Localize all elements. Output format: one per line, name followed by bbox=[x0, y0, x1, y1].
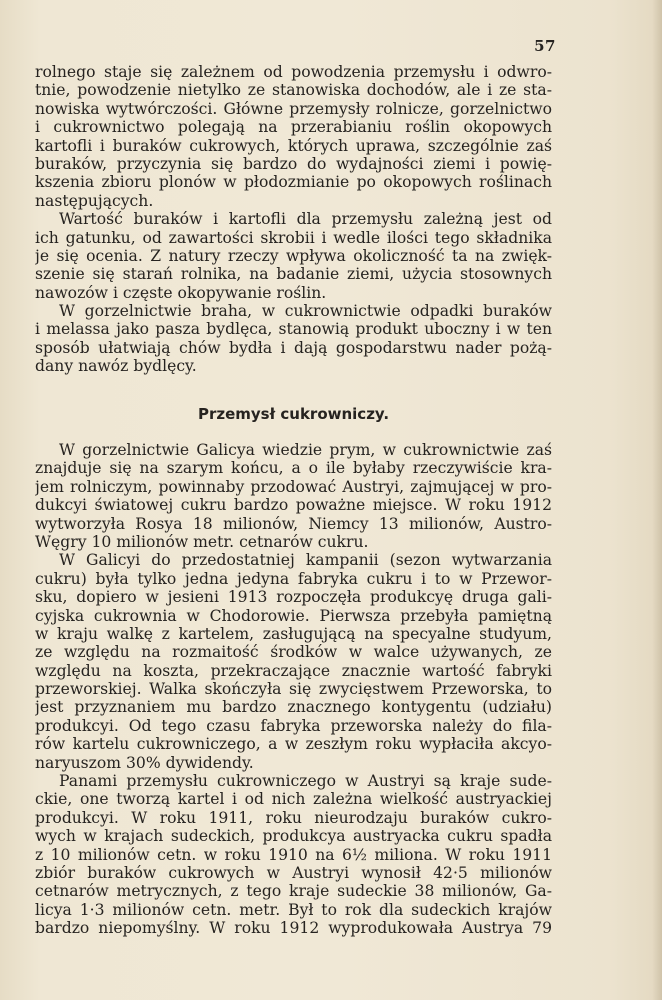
text-line: nowiska wytwórczości. Główne przemysły rolnicze, gorzelnictwo bbox=[35, 99, 552, 118]
text-line: naryuszom 30% dywidendy. bbox=[35, 753, 254, 772]
text-line: bardzo niepomyślny. W roku 1912 wyprodukowała Austrya 79 bbox=[35, 919, 552, 938]
section-heading: Przemysł cukrowniczy. bbox=[197, 405, 390, 423]
text-line: znajduje się na szarym końcu, a o ile byłaby rzeczywiście kra- bbox=[35, 459, 552, 478]
text-line: kartofli i buraków cukrowych, których uprawa, szczególnie zaś bbox=[35, 136, 552, 155]
text-line: Węgry 10 milionów metr. cetnarów cukru. bbox=[35, 532, 369, 551]
page-number: 57 bbox=[534, 37, 556, 55]
text-line: Wartość buraków i kartofli dla przemysłu zależną jest od bbox=[59, 210, 552, 229]
text-line: ich gatunku, od zawartości skrobii i wedle ilości tego składnika bbox=[35, 228, 552, 247]
paragraph-block-intro bbox=[35, 63, 552, 376]
text-line: je się ocenia. Z natury rzeczy wpływa okoliczność ta na zwięk- bbox=[35, 246, 552, 265]
text-line: W Galicyi do przedostatniej kampanii (sezon wytwarzania bbox=[59, 551, 552, 570]
paragraph-block-sugar-industry bbox=[35, 441, 552, 938]
text-line: i melassa jako pasza bydlęca, stanowią produkt uboczny i w ten bbox=[35, 320, 552, 339]
text-line: dany nawóz bydlęcy. bbox=[35, 357, 197, 376]
text-line: kszenia zbioru plonów w płodozmianie po okopowych roślinach bbox=[35, 173, 552, 192]
text-line: ckie, one tworzą kartel i od nich zależna wielkość austryackiej bbox=[35, 790, 552, 809]
text-line: Panami przemysłu cukrowniczego w Austryi są kraje sude- bbox=[59, 772, 552, 791]
text-line: w kraju walkę z kartelem, zasługującą na specyalne studyum, bbox=[35, 624, 552, 643]
page-edge-shadow bbox=[652, 0, 662, 1000]
text-line: jem rolniczym, powinnaby przodować Austryi, zajmującej w pro- bbox=[35, 477, 552, 496]
text-line: wytworzyła Rosya 18 milionów, Niemcy 13 milionów, Austro- bbox=[35, 514, 552, 533]
text-line: rolnego staje się zależnem od powodzenia przemysłu i odwro- bbox=[35, 63, 552, 81]
text-line: produkcyi. W roku 1911, roku nieurodzaju buraków cukro- bbox=[35, 808, 552, 827]
text-line: W gorzelnictwie Galicya wiedzie prym, w cukrownictwie zaś bbox=[59, 441, 552, 459]
text-line: rów kartelu cukrowniczego, a w zeszłym roku wypłaciła akcyo- bbox=[35, 735, 552, 754]
text-line: sku, dopiero w jesieni 1913 rozpoczęła produkcyę druga gali- bbox=[35, 588, 552, 607]
text-line: tnie, powodzenie nietylko ze stanowiska dochodów, ale i ze sta- bbox=[35, 81, 552, 100]
text-line: dukcyi światowej cukru bardzo poważne miejsce. W roku 1912 bbox=[35, 496, 552, 515]
text-line: cetnarów metrycznych, z tego kraje sudeckie 38 milionów, Ga- bbox=[35, 882, 552, 901]
text-line: cyjska cukrownia w Chodorowie. Pierwsza przebyła pamiętną bbox=[35, 606, 552, 625]
text-line: jest przyznaniem mu bardzo znacznego kontygentu (udziału) bbox=[35, 698, 552, 717]
text-line: nawozów i częste okopywanie roślin. bbox=[35, 283, 327, 302]
text-line: sposób ułatwiają chów bydła i dają gospodarstwu nader pożą- bbox=[35, 338, 552, 357]
text-line: i cukrownictwo polegają na przerabianiu roślin okopowych bbox=[35, 118, 552, 137]
text-line: z 10 milionów cetn. w roku 1910 na 6½ miliona. W roku 1911 bbox=[35, 845, 552, 864]
text-line: cukru) była tylko jedna jedyna fabryka cukru i to w Przewor- bbox=[35, 569, 552, 588]
text-line: licya 1·3 milionów cetn. metr. Był to rok dla sudeckich krajów bbox=[35, 900, 552, 919]
text-line: wych w krajach sudeckich, produkcya austryacka cukru spadła bbox=[35, 827, 552, 846]
text-line: szenie się starań rolnika, na badanie ziemi, użycia stosownych bbox=[35, 265, 552, 284]
text-line: ze względu na rozmaitość środków w walce używanych, ze bbox=[35, 643, 552, 662]
text-line: zbiór buraków cukrowych w Austryi wynosił 42·5 milionów bbox=[35, 863, 552, 882]
text-line: względu na koszta, przekraczające znacznie wartość fabryki bbox=[35, 661, 552, 680]
text-line: przeworskiej. Walka skończyła się zwycięstwem Przeworska, to bbox=[35, 680, 552, 699]
text-line: W gorzelnictwie braha, w cukrownictwie odpadki buraków bbox=[59, 302, 552, 321]
text-line: następujących. bbox=[35, 191, 154, 210]
text-line: produkcyi. Od tego czasu fabryka przeworska należy do fila- bbox=[35, 716, 552, 735]
text-line: buraków, przyczynia się bardzo do wydajności ziemi i powię- bbox=[35, 154, 552, 173]
